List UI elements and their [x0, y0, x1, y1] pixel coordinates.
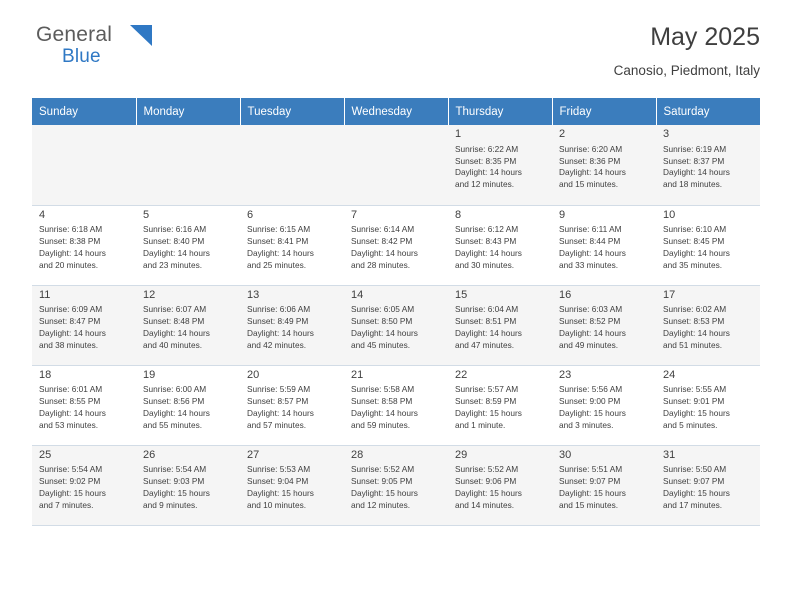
day-number: 21 — [351, 368, 364, 381]
calendar-body — [32, 125, 760, 525]
day-detail-line: Daylight: 15 hours — [143, 487, 210, 498]
day-detail-line: Sunrise: 6:09 AM — [39, 304, 103, 315]
day-detail-line: Sunrise: 5:51 AM — [559, 464, 623, 475]
weekday-header-saturday: Saturday — [656, 98, 760, 125]
day-detail-line: Daylight: 14 hours — [351, 327, 418, 338]
day-detail-line: and 23 minutes. — [143, 259, 203, 270]
day-number: 30 — [559, 448, 572, 461]
day-detail-line: Sunset: 9:03 PM — [143, 476, 205, 487]
day-detail-line: Sunrise: 6:12 AM — [455, 224, 519, 235]
calendar-day-cell[interactable] — [240, 205, 344, 285]
day-detail-line: Sunset: 9:07 PM — [663, 476, 725, 487]
day-detail-line: Daylight: 14 hours — [455, 247, 522, 258]
day-number: 27 — [247, 448, 260, 461]
calendar-week-row — [32, 445, 760, 525]
day-detail-line: Sunrise: 6:14 AM — [351, 224, 415, 235]
day-detail-line: and 53 minutes. — [39, 419, 99, 430]
weekday-header-thursday: Thursday — [448, 98, 552, 125]
calendar-day-cell[interactable] — [32, 365, 136, 445]
calendar-day-cell[interactable] — [32, 445, 136, 525]
day-number: 8 — [455, 208, 462, 221]
day-detail-line: Daylight: 14 hours — [143, 407, 210, 418]
calendar-day-cell[interactable] — [240, 285, 344, 365]
day-detail-line: Sunset: 9:05 PM — [351, 476, 413, 487]
calendar-day-cell[interactable] — [32, 205, 136, 285]
day-detail-line: Sunrise: 5:53 AM — [247, 464, 311, 475]
logo-text-general: General — [36, 23, 113, 46]
day-detail-line: Daylight: 14 hours — [663, 247, 730, 258]
day-detail-line: Sunrise: 6:03 AM — [559, 304, 623, 315]
day-number: 25 — [39, 448, 52, 461]
day-detail-line: and 51 minutes. — [663, 339, 723, 350]
calendar-empty-cell — [240, 125, 344, 205]
day-detail-line: and 5 minutes. — [663, 419, 718, 430]
day-number: 12 — [143, 288, 156, 301]
logo-text-blue: Blue — [62, 46, 101, 67]
day-detail-line: Daylight: 15 hours — [351, 487, 418, 498]
day-detail-line: and 1 minute. — [455, 419, 506, 430]
page-subtitle: Canosio, Piedmont, Italy — [613, 62, 760, 78]
day-detail-line: Daylight: 14 hours — [663, 327, 730, 338]
day-detail-line: Sunset: 8:36 PM — [559, 155, 621, 166]
day-number: 5 — [143, 208, 150, 221]
day-detail-line: Sunset: 8:40 PM — [143, 236, 205, 247]
day-detail-line: and 10 minutes. — [247, 499, 307, 510]
day-detail-line: Daylight: 14 hours — [39, 327, 106, 338]
day-number: 20 — [247, 368, 260, 381]
day-detail-line: Sunset: 8:42 PM — [351, 236, 413, 247]
day-detail-line: Sunset: 8:56 PM — [143, 396, 205, 407]
day-detail-line: and 57 minutes. — [247, 419, 307, 430]
day-detail-line: Sunset: 9:06 PM — [455, 476, 517, 487]
day-detail-line: Sunset: 9:02 PM — [39, 476, 101, 487]
day-detail-line: and 15 minutes. — [559, 179, 619, 190]
day-detail-line: Sunrise: 5:56 AM — [559, 384, 623, 395]
day-detail-line: Daylight: 14 hours — [663, 167, 730, 178]
day-detail-line: and 49 minutes. — [559, 339, 619, 350]
day-detail-line: Sunrise: 5:54 AM — [143, 464, 207, 475]
calendar-day-cell[interactable] — [656, 205, 760, 285]
day-detail-line: and 25 minutes. — [247, 259, 307, 270]
day-detail-line: Daylight: 14 hours — [143, 327, 210, 338]
day-number: 13 — [247, 288, 260, 301]
day-detail-line: Sunset: 8:41 PM — [247, 236, 309, 247]
day-detail-line: Sunset: 8:53 PM — [663, 316, 725, 327]
calendar-day-cell[interactable] — [136, 445, 240, 525]
calendar-week-row — [32, 285, 760, 365]
day-detail-line: and 40 minutes. — [143, 339, 203, 350]
calendar-day-cell[interactable] — [448, 285, 552, 365]
day-detail-line: Daylight: 15 hours — [247, 487, 314, 498]
day-detail-line: and 30 minutes. — [455, 259, 515, 270]
day-number: 6 — [247, 208, 254, 221]
calendar-table — [32, 98, 760, 526]
day-number: 26 — [143, 448, 156, 461]
day-detail-line: Sunset: 8:55 PM — [39, 396, 101, 407]
day-number: 19 — [143, 368, 156, 381]
day-number: 18 — [39, 368, 52, 381]
calendar-week-row — [32, 125, 760, 205]
day-detail-line: and 35 minutes. — [663, 259, 723, 270]
day-detail-line: Daylight: 14 hours — [351, 247, 418, 258]
calendar-day-cell[interactable] — [448, 205, 552, 285]
page-header — [32, 24, 760, 86]
weekday-header-sunday: Sunday — [32, 98, 136, 125]
day-detail-line: Sunset: 8:47 PM — [39, 316, 101, 327]
flag-icon — [128, 24, 154, 48]
weekday-header-friday: Friday — [552, 98, 656, 125]
day-detail-line: Sunset: 8:58 PM — [351, 396, 413, 407]
day-detail-line: Sunrise: 6:19 AM — [663, 143, 727, 154]
calendar-day-cell[interactable] — [448, 125, 552, 205]
day-detail-line: Sunset: 8:52 PM — [559, 316, 621, 327]
calendar-day-cell[interactable] — [344, 445, 448, 525]
day-detail-line: and 17 minutes. — [663, 499, 723, 510]
day-number: 14 — [351, 288, 364, 301]
day-detail-line: Sunrise: 6:02 AM — [663, 304, 727, 315]
calendar-day-cell[interactable] — [656, 445, 760, 525]
calendar-day-cell[interactable] — [240, 445, 344, 525]
day-detail-line: Sunset: 9:04 PM — [247, 476, 309, 487]
day-detail-line: Sunset: 8:38 PM — [39, 236, 101, 247]
calendar-day-cell[interactable] — [552, 445, 656, 525]
calendar-day-cell[interactable] — [552, 285, 656, 365]
calendar-day-cell[interactable] — [656, 125, 760, 205]
day-detail-line: Sunrise: 6:05 AM — [351, 304, 415, 315]
day-detail-line: Sunrise: 5:52 AM — [351, 464, 415, 475]
title-block — [614, 24, 760, 78]
day-detail-line: Daylight: 14 hours — [455, 167, 522, 178]
day-detail-line: Daylight: 14 hours — [247, 407, 314, 418]
day-number: 2 — [559, 128, 566, 140]
page-title: May 2025 — [650, 23, 760, 51]
day-detail-line: and 45 minutes. — [351, 339, 411, 350]
day-detail-line: Sunrise: 6:06 AM — [247, 304, 311, 315]
day-detail-line: and 59 minutes. — [351, 419, 411, 430]
day-detail-line: Sunrise: 6:04 AM — [455, 304, 519, 315]
day-detail-line: Daylight: 15 hours — [559, 487, 626, 498]
day-detail-line: Daylight: 14 hours — [559, 167, 626, 178]
calendar-empty-cell — [136, 125, 240, 205]
day-detail-line: Sunset: 8:43 PM — [455, 236, 517, 247]
day-detail-line: Sunrise: 6:22 AM — [455, 143, 519, 154]
day-detail-line: and 20 minutes. — [39, 259, 99, 270]
calendar-week-row — [32, 205, 760, 285]
calendar-day-cell[interactable] — [344, 285, 448, 365]
day-detail-line: and 18 minutes. — [663, 179, 723, 190]
day-number: 10 — [663, 208, 676, 221]
day-detail-line: Sunrise: 6:10 AM — [663, 224, 727, 235]
day-detail-line: Sunset: 9:07 PM — [559, 476, 621, 487]
day-detail-line: and 33 minutes. — [559, 259, 619, 270]
day-detail-line: Sunset: 8:49 PM — [247, 316, 309, 327]
day-detail-line: Sunrise: 6:07 AM — [143, 304, 207, 315]
day-detail-line: and 47 minutes. — [455, 339, 515, 350]
day-detail-line: and 12 minutes. — [455, 179, 515, 190]
day-detail-line: Daylight: 14 hours — [455, 327, 522, 338]
calendar-day-cell[interactable] — [344, 365, 448, 445]
day-detail-line: Sunset: 8:57 PM — [247, 396, 309, 407]
calendar-day-cell[interactable] — [552, 365, 656, 445]
day-number: 1 — [455, 128, 462, 140]
calendar-day-cell[interactable] — [656, 365, 760, 445]
day-detail-line: Daylight: 14 hours — [247, 327, 314, 338]
day-number: 22 — [455, 368, 468, 381]
calendar-day-cell[interactable] — [656, 285, 760, 365]
day-detail-line: Sunset: 8:50 PM — [351, 316, 413, 327]
day-detail-line: Sunrise: 5:55 AM — [663, 384, 727, 395]
day-number: 28 — [351, 448, 364, 461]
day-detail-line: Sunrise: 5:59 AM — [247, 384, 311, 395]
day-detail-line: and 55 minutes. — [143, 419, 203, 430]
day-detail-line: Daylight: 15 hours — [663, 407, 730, 418]
day-number: 16 — [559, 288, 572, 301]
calendar-day-cell[interactable] — [136, 285, 240, 365]
day-detail-line: Sunrise: 6:15 AM — [247, 224, 311, 235]
calendar-day-cell[interactable] — [552, 125, 656, 205]
day-detail-line: Sunrise: 6:01 AM — [39, 384, 103, 395]
calendar-day-cell[interactable] — [136, 365, 240, 445]
day-detail-line: Sunrise: 6:16 AM — [143, 224, 207, 235]
day-number: 7 — [351, 208, 358, 221]
day-detail-line: Sunrise: 6:11 AM — [559, 224, 622, 235]
day-detail-line: Sunset: 9:00 PM — [559, 396, 621, 407]
day-detail-line: Daylight: 14 hours — [351, 407, 418, 418]
day-number: 17 — [663, 288, 676, 301]
day-detail-line: Sunset: 9:01 PM — [663, 396, 725, 407]
day-detail-line: and 3 minutes. — [559, 419, 614, 430]
day-detail-line: Daylight: 15 hours — [663, 487, 730, 498]
calendar-empty-cell — [344, 125, 448, 205]
day-detail-line: and 15 minutes. — [559, 499, 619, 510]
day-detail-line: Daylight: 14 hours — [39, 247, 106, 258]
day-detail-line: Sunset: 8:45 PM — [663, 236, 725, 247]
day-detail-line: Sunrise: 5:50 AM — [663, 464, 727, 475]
day-detail-line: Daylight: 14 hours — [559, 327, 626, 338]
day-detail-line: Sunrise: 6:20 AM — [559, 143, 623, 154]
day-detail-line: and 9 minutes. — [143, 499, 198, 510]
day-detail-line: Daylight: 14 hours — [247, 247, 314, 258]
day-detail-line: and 7 minutes. — [39, 499, 94, 510]
calendar-day-cell[interactable] — [448, 365, 552, 445]
day-detail-line: Daylight: 14 hours — [143, 247, 210, 258]
day-detail-line: and 14 minutes. — [455, 499, 515, 510]
day-detail-line: Sunset: 8:59 PM — [455, 396, 517, 407]
day-detail-line: Sunset: 8:48 PM — [143, 316, 205, 327]
calendar-day-cell[interactable] — [32, 285, 136, 365]
day-detail-line: Daylight: 14 hours — [39, 407, 106, 418]
day-detail-line: Daylight: 14 hours — [559, 247, 626, 258]
day-detail-line: Sunrise: 6:18 AM — [39, 224, 103, 235]
day-number: 15 — [455, 288, 468, 301]
day-number: 3 — [663, 128, 670, 140]
day-detail-line: Sunrise: 5:54 AM — [39, 464, 103, 475]
weekday-header-monday: Monday — [136, 98, 240, 125]
weekday-header-wednesday: Wednesday — [344, 98, 448, 125]
day-detail-line: and 42 minutes. — [247, 339, 307, 350]
day-number: 23 — [559, 368, 572, 381]
calendar-day-cell[interactable] — [136, 205, 240, 285]
day-number: 9 — [559, 208, 566, 221]
day-number: 4 — [39, 208, 46, 221]
calendar-empty-cell — [32, 125, 136, 205]
calendar-week-row — [32, 365, 760, 445]
day-detail-line: Sunset: 8:44 PM — [559, 236, 621, 247]
day-detail-line: Daylight: 15 hours — [559, 407, 626, 418]
day-detail-line: Sunset: 8:37 PM — [663, 155, 725, 166]
logo — [32, 24, 112, 66]
calendar-day-cell[interactable] — [448, 445, 552, 525]
day-detail-line: Sunrise: 5:58 AM — [351, 384, 415, 395]
calendar-day-cell[interactable] — [240, 365, 344, 445]
day-detail-line: Sunrise: 5:52 AM — [455, 464, 519, 475]
day-detail-line: Sunset: 8:35 PM — [455, 155, 517, 166]
weekday-header-tuesday: Tuesday — [240, 98, 344, 125]
day-detail-line: Daylight: 15 hours — [39, 487, 106, 498]
day-detail-line: Daylight: 15 hours — [455, 407, 522, 418]
day-detail-line: Sunset: 8:51 PM — [455, 316, 517, 327]
day-detail-line: and 28 minutes. — [351, 259, 411, 270]
day-detail-line: and 12 minutes. — [351, 499, 411, 510]
calendar-day-cell[interactable] — [344, 205, 448, 285]
day-number: 24 — [663, 368, 676, 381]
day-detail-line: and 38 minutes. — [39, 339, 99, 350]
day-number: 31 — [663, 448, 676, 461]
day-number: 11 — [39, 288, 51, 301]
day-detail-line: Sunrise: 6:00 AM — [143, 384, 207, 395]
calendar-day-cell[interactable] — [552, 205, 656, 285]
day-detail-line: Daylight: 15 hours — [455, 487, 522, 498]
calendar-header-row — [32, 98, 760, 125]
day-detail-line: Sunrise: 5:57 AM — [455, 384, 519, 395]
day-number: 29 — [455, 448, 468, 461]
